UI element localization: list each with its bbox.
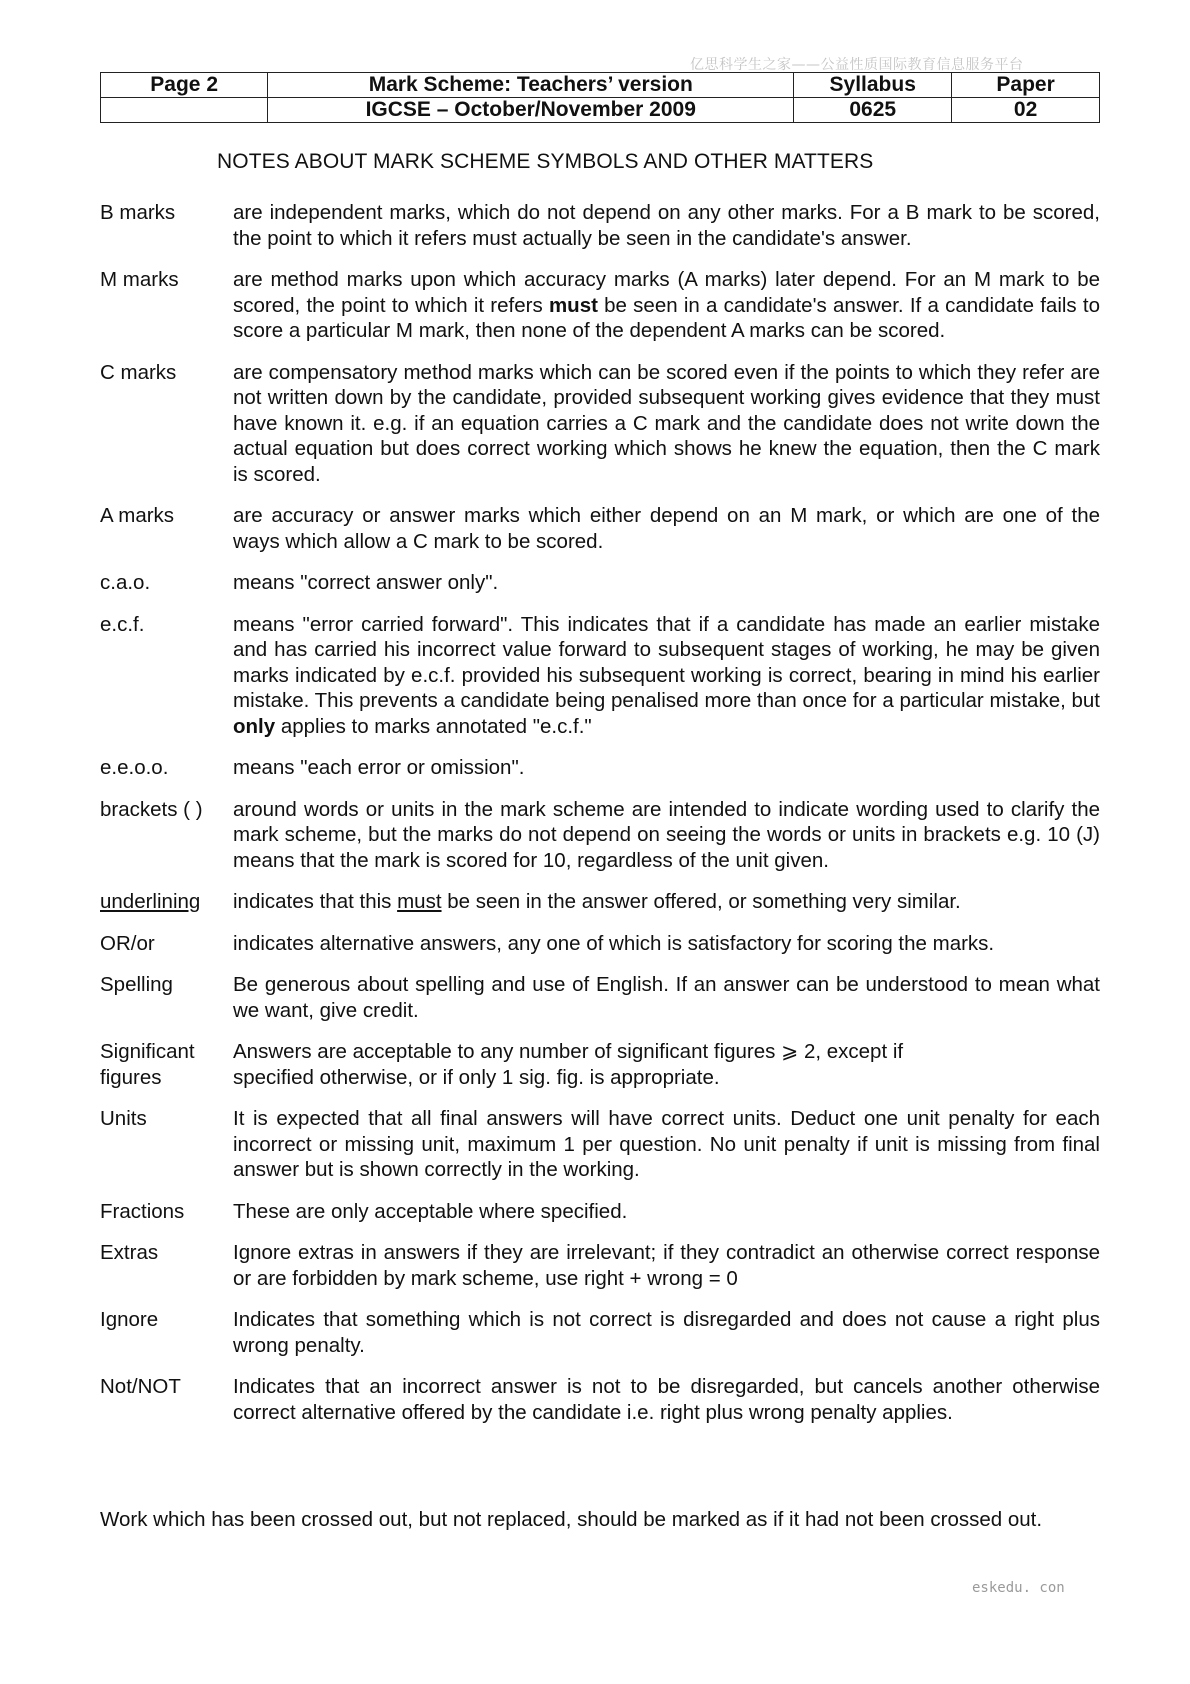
note-term: e.c.f. [100,612,145,636]
note-brackets [100,797,1100,874]
note-a-marks [100,503,1100,554]
emphasis-text: only [233,714,276,738]
note-definition [233,267,1100,344]
exam-session-cell: IGCSE – October/November 2009 [268,98,794,123]
note-fractions [100,1199,1100,1225]
header-row [101,73,1100,98]
note-definition: around words or units in the mark scheme are intended to indicate wording used to clarify the mark scheme, but the marks do not depend on seeing the words or units in brackets e.g. 10 (J) means that the mark is scored for 10, regardless of the unit given. [233,797,1100,872]
note-term [100,1039,233,1090]
note-term: brackets ( ) [100,797,203,821]
note-eeoo [100,755,1100,781]
page-title: NOTES ABOUT MARK SCHEME SYMBOLS AND OTHER MATTERS [217,150,874,173]
definition-text: indicates that this [233,890,398,913]
note-underlining [100,889,1100,915]
document-title-cell: Mark Scheme: Teachers’ version [268,73,794,98]
definition-text: be seen in a candidate's answer. If a candidate fails to score a particular M mark, then none of the dependent A marks can be scored. [233,293,1100,342]
note-term: c.a.o. [100,571,151,594]
note-definition: It is expected that all final answers will have correct units. Deduct one unit penalty for each incorrect or missing unit, maximum 1 per question. No unit penalty if unit is missing from final answer but is shown correctly in the working. [233,1107,1100,1181]
definition-text: applies to marks annotated "e.c.f." [275,714,592,738]
note-extras [100,1240,1100,1291]
notes-list [100,200,1100,1441]
note-definition: These are only acceptable where specified. [233,1199,628,1223]
watermark-text: 亿思科学生之家——公益性质国际教育信息服务平台 [690,57,1024,73]
note-spelling [100,972,1100,1023]
note-definition: Indicates that an incorrect answer is not to be disregarded, but cancels another otherwise correct alternative offered by the candidate i.e. right plus wrong penalty applies. [233,1375,1100,1424]
note-term: underlining [100,890,201,913]
page-number-cell: Page 2 [101,73,268,98]
note-units [100,1106,1100,1183]
note-definition: are accuracy or answer marks which either depend on an M mark, or which are one of the ways which allow a C mark to be scored. [233,504,1100,553]
note-definition: are independent marks, which do not depend on any other marks. For a B mark to be scored, the point to which it refers must actually be seen in the candidate's answer. [233,201,1100,250]
note-or [100,931,1100,957]
note-cao [100,570,1100,596]
note-term: A marks [100,504,175,527]
definition-text: means "error carried forward". This indicates that if a candidate has made an earlier mistake and has carried his incorrect value forward to subsequent stages of working, he may be given marks indicated by e.c.f. provided his subsequent working is correct, bearing in mind his earlier mistake. This prevents a candidate being penalised more than once for a particular mistake, but [233,612,1100,712]
term-line: figures [100,1065,162,1089]
note-m-marks [100,267,1100,344]
note-definition: Ignore extras in answers if they are irrelevant; if they contradict an otherwise correct response or are forbidden by mark scheme, use right + wrong = 0 [233,1241,1100,1290]
note-definition: are compensatory method marks which can be scored even if the points to which they refer are not written down by the candidate, provided subsequent working gives evidence that they must have known it. e.g. if an equation carries a C mark and the candidate does not write down the actual equation but does correct working which shows he knew the equation, then the C mark is scored. [233,360,1100,486]
site-watermark: eskedu. con [972,1580,1065,1596]
note-significant-figures [100,1039,1100,1090]
definition-text: are method marks upon which accuracy marks (A marks) later depend. For an M mark to be scored, the point to which it refers [233,268,1100,317]
note-term: Ignore [100,1308,159,1331]
note-b-marks [100,200,1100,251]
note-term: Units [100,1107,147,1130]
note-ignore [100,1307,1100,1358]
syllabus-label-cell: Syllabus [794,73,952,98]
note-term: Fractions [100,1199,185,1223]
note-definition [233,1039,1100,1090]
note-term: e.e.o.o. [100,756,169,779]
note-term: Spelling [100,973,173,996]
note-term: B marks [100,201,176,224]
term-line: Significant [100,1040,195,1063]
note-definition: indicates alternative answers, any one of which is satisfactory for scoring the marks. [233,931,995,955]
empty-cell [101,98,268,123]
note-term: Extras [100,1241,159,1264]
note-term: Not/NOT [100,1375,181,1398]
note-term: M marks [100,268,179,291]
definition-text: be seen in the answer offered, or something very similar. [441,890,961,913]
note-c-marks [100,360,1100,488]
note-term: OR/or [100,931,155,955]
note-definition [233,612,1100,740]
note-definition: Indicates that something which is not correct is disregarded and does not cause a right plus wrong penalty. [233,1308,1100,1357]
note-definition: Be generous about spelling and use of English. If an answer can be understood to mean what we want, give credit. [233,973,1100,1022]
note-definition [233,889,1100,915]
header-table [100,72,1100,123]
definition-line: Answers are acceptable to any number of significant figures ⩾ 2, except if [233,1040,904,1063]
emphasis-text: must [548,293,598,317]
header-row [101,98,1100,123]
note-definition: means "each error or omission". [233,756,525,779]
note-not [100,1374,1100,1425]
definition-line: specified otherwise, or if only 1 sig. fig. is appropriate. [233,1065,720,1089]
underlined-text: must [397,890,442,913]
paper-code-cell: 02 [952,98,1100,123]
paper-label-cell: Paper [952,73,1100,98]
note-term: C marks [100,360,177,384]
crossed-out-note: Work which has been crossed out, but not replaced, should be marked as if it had not been crossed out. [100,1508,1043,1531]
note-ecf [100,612,1100,740]
syllabus-code-cell: 0625 [794,98,952,123]
note-definition: means "correct answer only". [233,571,499,594]
